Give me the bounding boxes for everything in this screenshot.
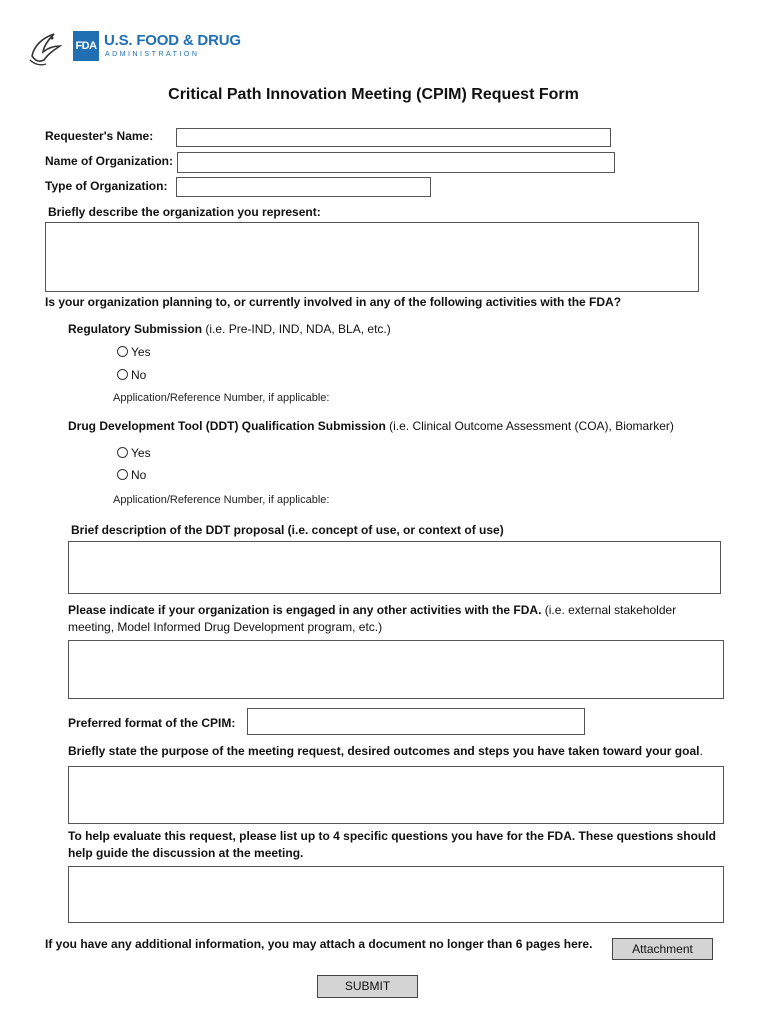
- page-title: Critical Path Innovation Meeting (CPIM) Request Form: [168, 86, 579, 103]
- org-name-input[interactable]: [177, 152, 615, 173]
- questions-textarea[interactable]: [68, 866, 724, 923]
- questions-label-1: To help evaluate this request, please list up to 4 specific questions you have for the FDA. These questions should: [68, 829, 716, 843]
- ddt-submission-note: (i.e. Clinical Outcome Assessment (COA), Biomarker): [385, 419, 674, 433]
- ddt-yes-label: Yes: [131, 446, 151, 460]
- format-label: Preferred format of the CPIM:: [68, 716, 236, 730]
- hhs-eagle-icon: [24, 26, 64, 68]
- ddt-no-radio[interactable]: [117, 469, 128, 480]
- reg-submission-label: [68, 322, 391, 336]
- fda-logo-box: FDA: [73, 31, 99, 61]
- ddt-desc-label: Brief description of the DDT proposal (i.e. concept of use, or context of use): [71, 523, 504, 537]
- other-activities-note-1: (i.e. external stakeholder: [541, 603, 677, 617]
- reg-submission-yes-radio[interactable]: [117, 346, 128, 357]
- other-activities-bold: Please indicate if your organization is engaged in any other activities with the FDA.: [68, 603, 542, 617]
- other-activities-textarea[interactable]: [68, 640, 724, 699]
- requester-name-label: Requester's Name:: [45, 129, 154, 143]
- org-describe-label: Briefly describe the organization you represent:: [48, 205, 321, 219]
- org-type-input[interactable]: [176, 177, 431, 197]
- purpose-label-line: [68, 744, 703, 758]
- ddt-submission-bold: Drug Development Tool (DDT) Qualification Submission: [68, 419, 386, 433]
- reg-submission-note: (i.e. Pre-IND, IND, NDA, BLA, etc.): [202, 322, 391, 336]
- purpose-label: Briefly state the purpose of the meeting request, desired outcomes and steps you have taken toward your goal: [68, 744, 700, 758]
- reg-submission-no-label: No: [131, 368, 147, 382]
- activities-question: Is your organization planning to, or currently involved in any of the following activities with the FDA?: [45, 295, 622, 309]
- ddt-no-label: No: [131, 468, 147, 482]
- org-type-label: Type of Organization:: [45, 179, 168, 193]
- agency-subtitle: ADMINISTRATION: [105, 51, 200, 58]
- other-activities-label: [68, 603, 676, 617]
- agency-name: U.S. FOOD & DRUG: [104, 32, 241, 49]
- questions-label-2: help guide the discussion at the meeting.: [68, 846, 304, 860]
- ddt-ref-number-label: Application/Reference Number, if applicable:: [113, 494, 330, 506]
- ddt-desc-textarea[interactable]: [68, 541, 721, 594]
- ddt-yes-radio[interactable]: [117, 447, 128, 458]
- format-input[interactable]: [247, 708, 585, 735]
- reg-submission-bold: Regulatory Submission: [68, 322, 203, 336]
- attachment-button[interactable]: Attachment: [612, 938, 713, 960]
- submit-button[interactable]: SUBMIT: [317, 975, 418, 998]
- attach-label: If you have any additional information, you may attach a document no longer than 6 pages here.: [45, 937, 593, 951]
- requester-name-input[interactable]: [176, 128, 611, 147]
- reg-submission-yes-label: Yes: [131, 345, 151, 359]
- org-name-label: Name of Organization:: [45, 154, 174, 168]
- ddt-submission-label: [68, 419, 674, 433]
- purpose-period: .: [699, 744, 703, 758]
- other-activities-note-2: meeting, Model Informed Drug Development program, etc.): [68, 620, 383, 634]
- purpose-textarea[interactable]: [68, 766, 724, 824]
- reg-ref-number-label: Application/Reference Number, if applicable:: [113, 392, 330, 404]
- reg-submission-no-radio[interactable]: [117, 369, 128, 380]
- org-describe-textarea[interactable]: [45, 222, 699, 292]
